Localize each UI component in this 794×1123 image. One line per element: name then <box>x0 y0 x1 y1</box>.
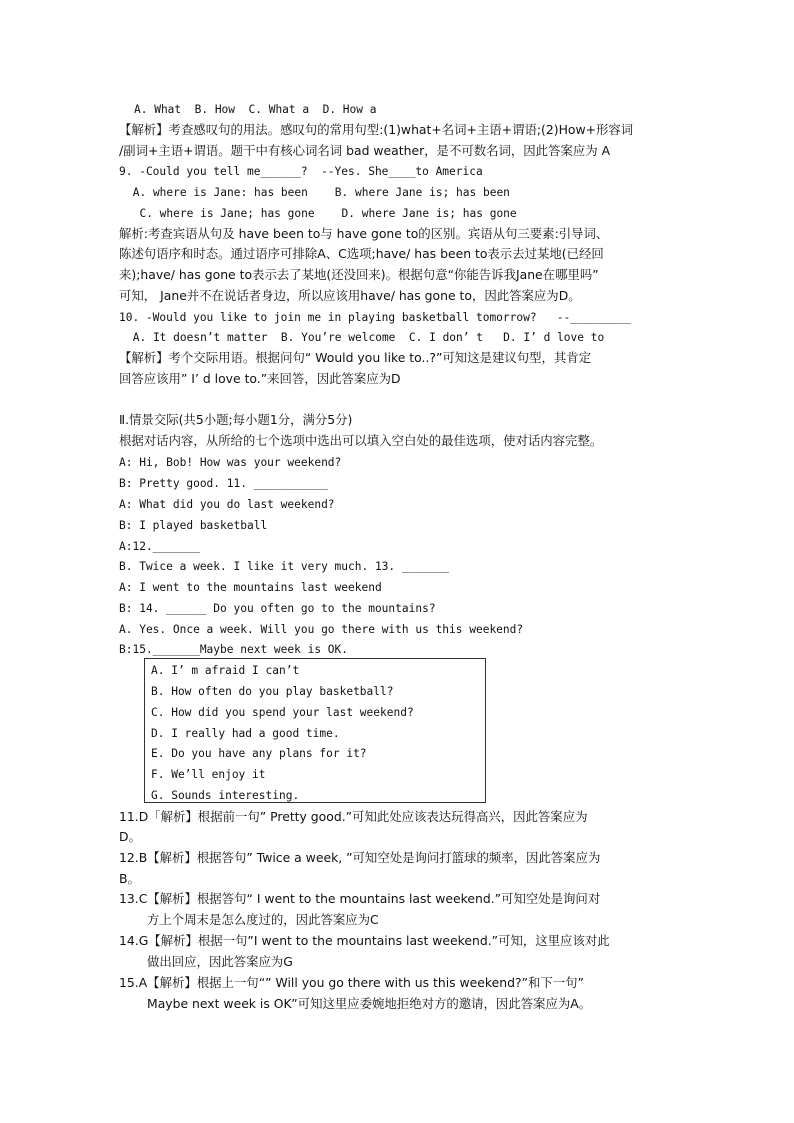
q8-options: A. What B. How C. What a D. How a <box>134 103 377 116</box>
option-e: E. Do you have any plans for it? <box>151 747 367 760</box>
answer-13-line-2: 方上个周末是怎么度过的，因此答案应为C <box>147 912 379 927</box>
section-2-instruction: 根据对话内容，从所给的七个选项中选出可以填入空白处的最佳选项，使对话内容完整。 <box>119 433 603 448</box>
answer-12-line-2: B。 <box>119 871 140 886</box>
option-d: D. I really had a good time. <box>151 727 340 740</box>
answer-15-line-2: Maybe next week is OK”可知这里应委婉地拒绝对方的邀请，因此答案应为A。 <box>147 996 592 1011</box>
answer-14-line-1: 14.G【解析】根据一句”I went to the mountains last weekend.”可知，这里应该对此 <box>119 933 610 948</box>
dialogue-line: A. Yes. Once a week. Will you go there with us this weekend? <box>119 623 524 636</box>
q8-analysis-line-2: /副词+主语+谓语。题干中有核心词名词 bad weather，是不可数名词，因此答案应为 A <box>119 143 611 158</box>
dialogue-line: B. Twice a week. I like it very much. 13. _______ <box>119 560 450 573</box>
q9-options-line-1: A. where is Jane: has been B. where Jane is; has been <box>126 186 510 199</box>
q9-stem: 9. -Could you tell me______? --Yes. She____to America <box>119 165 483 178</box>
q9-options-line-2: C. where is Jane; has gone D. where Jane is; has gone <box>126 207 517 220</box>
option-a: A. I’ m afraid I can’t <box>151 664 300 677</box>
q9-analysis-line-4: 可知， Jane并不在说话者身边，所以应该用have/ has gone to，因此答案应为D。 <box>119 288 581 303</box>
q10-analysis-line-2: 回答应该用” I’ d love to.”来回答，因此答案应为D <box>119 371 401 386</box>
answer-11-line-2: D。 <box>119 829 141 844</box>
dialogue-line: B:15._______Maybe next week is OK. <box>119 643 349 656</box>
dialogue-line: B: Pretty good. 11. ___________ <box>119 477 328 490</box>
q9-analysis-line-1: 解析:考查宾语从句及 have been to与 have gone to的区别。宾语从句三要素:引导词、 <box>119 226 609 241</box>
option-f: F. We’ll enjoy it <box>151 768 266 781</box>
dialogue-line: A: I went to the mountains last weekend <box>119 581 382 594</box>
dialogue-line: A:12._______ <box>119 540 200 553</box>
dialogue-line: B: I played basketball <box>119 519 268 532</box>
q10-options: A. It doesn’t matter B. You’re welcome C. I don’ t D. I’ d love to <box>126 331 605 344</box>
q9-analysis-line-2: 陈述句语序和时态。通过语序可排除A、C选项;have/ has been to表示去过某地(已经回 <box>119 246 604 261</box>
option-c: C. How did you spend your last weekend? <box>151 706 414 719</box>
answer-15-line-1: 15.A【解析】根据上一句“” Will you go there with us this weekend?”和下一句” <box>119 975 584 990</box>
q8-analysis-line-1: 【解析】考查感叹句的用法。感叹句的常用句型:(1)what+名词+主语+谓语;(2)How+形容词 <box>119 122 634 137</box>
options-box <box>144 658 486 803</box>
answer-11-line-1: 11.D「解析】根据前一句” Pretty good.”可知此处应该表达玩得高兴，因此答案应为 <box>119 809 588 824</box>
answer-13-line-1: 13.C【解析】根据答句“ I went to the mountains last weekend.”可知空处是询问对 <box>119 891 601 906</box>
q9-analysis-line-3: 来);have/ has gone to表示去了某地(还没回来)。根据句意“你能告诉我Jane在哪里吗” <box>119 267 599 282</box>
q10-analysis-line-1: 【解析】考个交际用语。根据问句“ Would you like to..?”可知这是建议句型，其肯定 <box>119 350 592 365</box>
option-b: B. How often do you play basketball? <box>151 685 394 698</box>
section-2-title: Ⅱ.情景交际(共5小题;每小题1分，满分5分) <box>119 412 353 427</box>
answer-14-line-2: 做出回应，因此答案应为G <box>147 954 293 969</box>
dialogue-line: A: Hi, Bob! How was your weekend? <box>119 456 342 469</box>
answer-12-line-1: 12.B【解析】根据答句” Twice a week, ”可知空处是询问打篮球的频率，因此答案应为 <box>119 850 601 865</box>
dialogue-line: B: 14. ______ Do you often go to the mountains? <box>119 602 436 615</box>
dialogue-line: A: What did you do last weekend? <box>119 498 335 511</box>
q10-stem: 10. -Would you like to join me in playing basketball tomorrow? --_________ <box>119 311 631 324</box>
option-g: G. Sounds interesting. <box>151 789 300 802</box>
